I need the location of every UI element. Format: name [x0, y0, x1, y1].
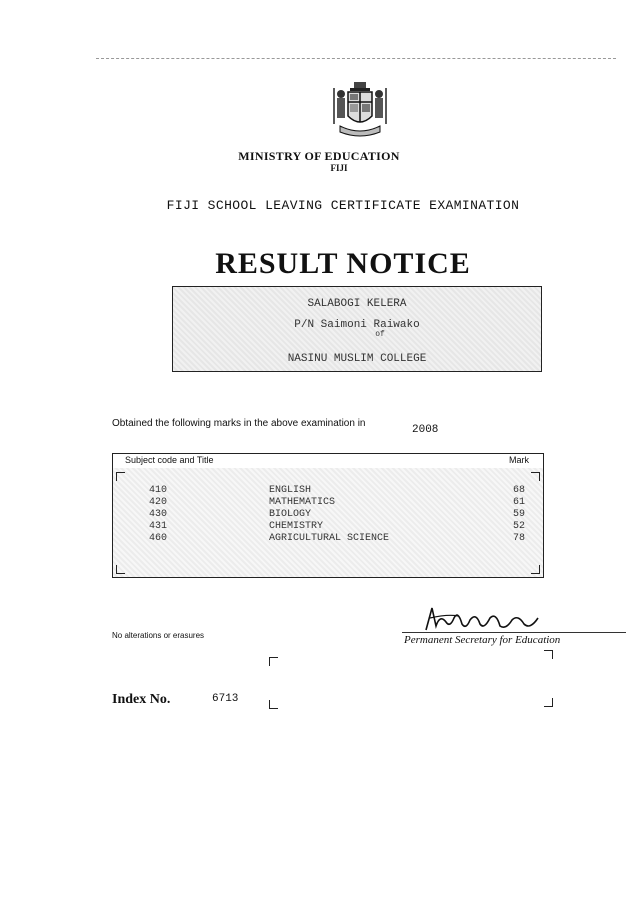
bracket-corner	[531, 565, 540, 574]
no-alterations-note: No alterations or erasures	[112, 631, 205, 640]
subject-mark: 78	[512, 533, 525, 544]
bracket-corner	[116, 472, 125, 481]
table-row	[113, 521, 543, 533]
subject-code: 420	[149, 497, 168, 508]
subject-code: 410	[149, 485, 168, 496]
school-name: NASINU MUSLIM COLLEGE	[287, 353, 427, 365]
signatory-title: Permanent Secretary for Education	[404, 634, 561, 646]
subject-code: 460	[149, 533, 168, 544]
of-label: of	[375, 330, 385, 339]
subject-title: ENGLISH	[269, 485, 312, 496]
exam-year: 2008	[412, 424, 439, 436]
table-row	[113, 485, 543, 497]
exam-title: FIJI SCHOOL LEAVING CERTIFICATE EXAMINATION	[166, 198, 520, 213]
table-row	[113, 509, 543, 521]
subject-code: 430	[149, 509, 168, 520]
student-name: SALABOGI KELERA	[307, 298, 407, 310]
bracket-corner	[116, 565, 125, 574]
bracket-corner	[531, 472, 540, 481]
subject-code: 431	[149, 521, 168, 532]
bracket-corner	[544, 698, 553, 707]
result-notice-title: RESULT NOTICE	[215, 247, 471, 280]
subject-mark: 68	[512, 485, 525, 496]
subject-mark: 52	[512, 521, 525, 532]
subject-mark: 61	[512, 497, 525, 508]
index-number: 6713	[212, 693, 239, 705]
marks-table-header	[113, 454, 543, 469]
fiji-coat-of-arms-icon	[330, 80, 390, 142]
student-details-box	[172, 286, 542, 372]
country-title: FIJI	[330, 163, 348, 173]
marks-table-body	[113, 468, 543, 577]
mark-header: Mark	[509, 455, 529, 465]
bracket-corner	[269, 700, 278, 709]
bracket-corner	[544, 650, 553, 659]
signature-rule	[402, 632, 626, 633]
top-rule	[96, 58, 616, 59]
table-row	[113, 497, 543, 509]
index-label: Index No.	[112, 692, 171, 707]
subject-title: BIOLOGY	[269, 509, 312, 520]
subject-title: AGRICULTURAL SCIENCE	[269, 533, 390, 544]
bracket-corner	[269, 657, 278, 666]
obtained-statement: Obtained the following marks in the above examination in	[112, 418, 366, 429]
table-row	[113, 533, 543, 545]
ministry-title: MINISTRY OF EDUCATION	[238, 149, 400, 163]
subject-header: Subject code and Title	[125, 455, 214, 465]
parent-name: P/N Saimoni Raiwako	[294, 319, 420, 331]
subject-title: MATHEMATICS	[269, 497, 336, 508]
subject-mark: 59	[512, 509, 525, 520]
marks-table	[112, 453, 544, 578]
subject-title: CHEMISTRY	[269, 521, 324, 532]
